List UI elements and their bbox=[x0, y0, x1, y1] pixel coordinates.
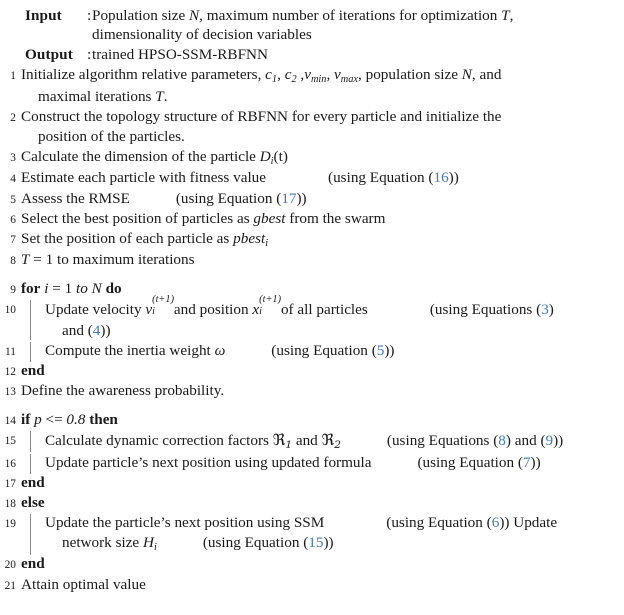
line-number: 7 bbox=[10, 233, 16, 246]
input-text-line2: dimensionality of decision variables bbox=[92, 26, 312, 44]
line10-text-c: of all particles bbox=[280, 301, 368, 319]
line-content bbox=[21, 229, 624, 251]
symbol-position-x: x (t+1) i bbox=[252, 293, 282, 319]
algorithm-line-21 bbox=[0, 575, 624, 595]
line-number: 1 bbox=[10, 70, 16, 83]
algorithm-line-5 bbox=[0, 189, 624, 209]
line-number: 12 bbox=[4, 365, 16, 378]
equation-ref-19b: (using Equation (15)) bbox=[202, 533, 334, 551]
line4-text-a: Estimate each particle with fitness value bbox=[21, 169, 267, 187]
line1-text-a: Initialize algorithm relative parameters, bbox=[21, 66, 262, 84]
symbol-T: T bbox=[21, 251, 30, 269]
line19-text-a: Update the particle’s next position using SSM bbox=[45, 513, 325, 531]
param-T: T bbox=[155, 87, 164, 105]
line-content bbox=[21, 361, 624, 381]
keyword-to: to bbox=[76, 280, 88, 298]
line15-text-a: Calculate dynamic correction factors bbox=[45, 431, 269, 449]
line-content bbox=[21, 410, 624, 430]
line-content bbox=[21, 341, 624, 361]
line19-continuation: network size $H_i$ (using Equation (15)) bbox=[62, 533, 334, 553]
equation-number: 17 bbox=[281, 189, 297, 207]
algorithm-line-11 bbox=[0, 341, 624, 361]
algorithm-line-20 bbox=[0, 554, 624, 574]
algorithm-line-19 bbox=[0, 513, 624, 555]
equation-number: 5 bbox=[376, 341, 385, 359]
line-number: 15 bbox=[4, 434, 16, 447]
param-vmin: $,v_{min}$ bbox=[300, 66, 327, 86]
line-number: 4 bbox=[10, 173, 16, 186]
line-number: 9 bbox=[10, 284, 16, 297]
line-content bbox=[21, 473, 624, 493]
algorithm-line-9 bbox=[0, 279, 624, 299]
symbol-R2: ℜ$_2$ bbox=[321, 430, 341, 451]
algorithm-line-12 bbox=[0, 361, 624, 381]
equation-ref-11: (using Equation (5)) bbox=[271, 341, 395, 359]
value-threshold: 0.8 bbox=[66, 410, 86, 428]
equation-ref-15: (using Equations (8) and (9)) bbox=[386, 431, 564, 449]
line-number: 20 bbox=[4, 559, 16, 572]
equation-number: 8 bbox=[498, 431, 506, 449]
algorithm-line-18 bbox=[0, 493, 624, 513]
equation-number: 9 bbox=[545, 431, 554, 449]
line-number: 16 bbox=[4, 457, 16, 470]
line10-text-a: Update velocity bbox=[45, 301, 142, 319]
keyword-then: then bbox=[89, 410, 118, 428]
line-number: 14 bbox=[4, 414, 16, 427]
line-content bbox=[21, 453, 624, 473]
symbol-velocity-v: v (t+1) i bbox=[145, 293, 175, 319]
algorithm-line-15 bbox=[0, 430, 624, 453]
keyword-else: else bbox=[21, 493, 45, 511]
loop-var-i: i bbox=[44, 280, 49, 298]
line3-text-a: Calculate the dimension of the particle bbox=[21, 147, 256, 165]
line-number: 2 bbox=[10, 111, 16, 124]
line-number: 8 bbox=[10, 255, 16, 268]
line1-continuation: maximal iterations T. bbox=[38, 87, 168, 105]
if-block-rail bbox=[30, 454, 31, 474]
algorithm-line-16 bbox=[0, 453, 624, 473]
line-content bbox=[21, 147, 624, 169]
algorithm-line-13 bbox=[0, 381, 624, 401]
line8-eq: = 1 bbox=[33, 251, 54, 269]
line-content bbox=[21, 209, 624, 229]
line16-text-a: Update particle’s next position using updated formula bbox=[45, 453, 372, 471]
line-number: 21 bbox=[4, 579, 16, 592]
symbol-p: p bbox=[34, 410, 42, 428]
equation-number: 6 bbox=[491, 513, 500, 531]
line1-text-b: , population size bbox=[358, 66, 458, 84]
param-c1: $c_1$ bbox=[265, 66, 278, 86]
line-content bbox=[21, 107, 624, 147]
output-label: Output bbox=[25, 46, 73, 64]
line2-text-a: Construct the topology structure of RBFNN for every particle and initialize the bbox=[21, 107, 502, 125]
symbol-H-i: $H_i$ bbox=[142, 533, 157, 553]
line-content bbox=[21, 513, 624, 555]
line-content bbox=[21, 250, 624, 270]
line-number: 11 bbox=[5, 345, 16, 358]
line6-text-a: Select the best position of particles as bbox=[21, 209, 250, 227]
algorithm-line-7 bbox=[0, 229, 624, 251]
line-number: 19 bbox=[4, 517, 16, 530]
algorithm-line-6 bbox=[0, 209, 624, 229]
equation-number: 4 bbox=[92, 321, 101, 339]
else-block-rail bbox=[30, 514, 31, 556]
line-content bbox=[21, 430, 624, 453]
line-content bbox=[21, 293, 624, 340]
algorithm-line-3 bbox=[0, 147, 624, 169]
symbol-pbest-i: pbest$_i$ bbox=[233, 229, 269, 249]
for-block-rail bbox=[30, 300, 31, 339]
symbol-t-arg: (t) bbox=[273, 147, 288, 165]
algorithm-line-8 bbox=[0, 250, 624, 270]
output-text: trained HPSO-SSM-RBFNN bbox=[92, 46, 268, 64]
keyword-end: end bbox=[21, 555, 45, 573]
input-row bbox=[0, 6, 624, 26]
line-content: Attain optimal value bbox=[21, 575, 146, 593]
line-number: 5 bbox=[10, 193, 16, 206]
equation-ref-4: (using Equation (16)) bbox=[328, 169, 459, 187]
output-row bbox=[0, 45, 624, 65]
line5-text-a: Assess the RMSE bbox=[21, 189, 130, 207]
algorithm-line-4 bbox=[0, 168, 624, 188]
conjunction-and: and bbox=[295, 431, 318, 449]
line-number: 17 bbox=[4, 477, 16, 490]
line-content: Initialize algorithm relative parameters, $c_1$, $c_2$ $,v_{min}$, $v_{max}$, population size N, and maximal iterations T. bbox=[21, 65, 624, 107]
line-content bbox=[21, 168, 624, 188]
line-content bbox=[21, 554, 624, 574]
keyword-end: end bbox=[21, 473, 45, 491]
line10-continuation: and (4)) bbox=[62, 321, 111, 339]
symbol-D-i: $D_i$ bbox=[259, 147, 274, 167]
keyword-if: if bbox=[21, 410, 31, 428]
line-number: 10 bbox=[4, 304, 16, 317]
line8-rest: to maximum iterations bbox=[57, 251, 195, 269]
equation-ref-5: (using Equation (17)) bbox=[175, 189, 307, 207]
input-text-line1: Population size N, maximum number of iterations for optimization T, bbox=[92, 7, 514, 24]
if-block-rail bbox=[30, 431, 31, 452]
symbol-omega: ω bbox=[214, 341, 226, 359]
line11-text-a: Compute the inertia weight bbox=[45, 341, 211, 359]
algorithm-line-14 bbox=[0, 410, 624, 430]
line-content: Define the awareness probability. bbox=[21, 381, 225, 399]
input-colon: : bbox=[87, 7, 92, 24]
output-colon: : bbox=[87, 46, 92, 64]
equation-ref-10a: (using Equations (3) bbox=[429, 301, 554, 319]
param-c2: $c_2$ bbox=[284, 66, 297, 86]
line-number: 13 bbox=[4, 385, 16, 398]
operator-lte: <= bbox=[45, 410, 63, 428]
param-N: N bbox=[461, 66, 472, 84]
keyword-do: do bbox=[105, 280, 122, 298]
for-block-rail bbox=[30, 342, 31, 362]
keyword-end: end bbox=[21, 361, 45, 379]
line1-text-c: , and bbox=[471, 66, 502, 84]
equation-ref-16: (using Equation (7)) bbox=[417, 453, 541, 471]
line2-continuation: position of the particles. bbox=[38, 127, 185, 145]
symbol-R1: ℜ$_1$ bbox=[272, 430, 293, 451]
equation-number: 15 bbox=[308, 533, 324, 551]
line9-eq: = 1 bbox=[52, 280, 73, 298]
algorithm-line-17 bbox=[0, 473, 624, 493]
symbol-gbest: gbest bbox=[253, 209, 286, 227]
line-number: 6 bbox=[10, 213, 16, 226]
line7-text-a: Set the position of each particle as bbox=[21, 229, 230, 247]
keyword-for: for bbox=[21, 280, 41, 298]
line-content bbox=[21, 279, 624, 299]
equation-number: 7 bbox=[522, 453, 531, 471]
equation-number: 16 bbox=[433, 169, 449, 187]
input-label: Input bbox=[25, 7, 62, 24]
line-content bbox=[21, 493, 624, 513]
line-number: 3 bbox=[10, 151, 16, 164]
algorithm-io-header bbox=[0, 0, 624, 65]
algorithm-line-2 bbox=[0, 107, 624, 147]
loop-bound-N: N bbox=[91, 280, 102, 298]
equation-ref-19a: (using Equation (6)) Update bbox=[386, 513, 558, 531]
line10-text-b: and position bbox=[173, 301, 249, 319]
param-vmax: $v_{max}$ bbox=[334, 66, 359, 86]
equation-number: 3 bbox=[541, 301, 549, 319]
algorithm-line-1 bbox=[0, 65, 624, 107]
line-number: 18 bbox=[4, 497, 16, 510]
line6-text-b: from the swarm bbox=[289, 209, 386, 227]
algorithm-line-10 bbox=[0, 293, 624, 340]
comma: , bbox=[277, 66, 281, 84]
line-content bbox=[21, 189, 624, 209]
